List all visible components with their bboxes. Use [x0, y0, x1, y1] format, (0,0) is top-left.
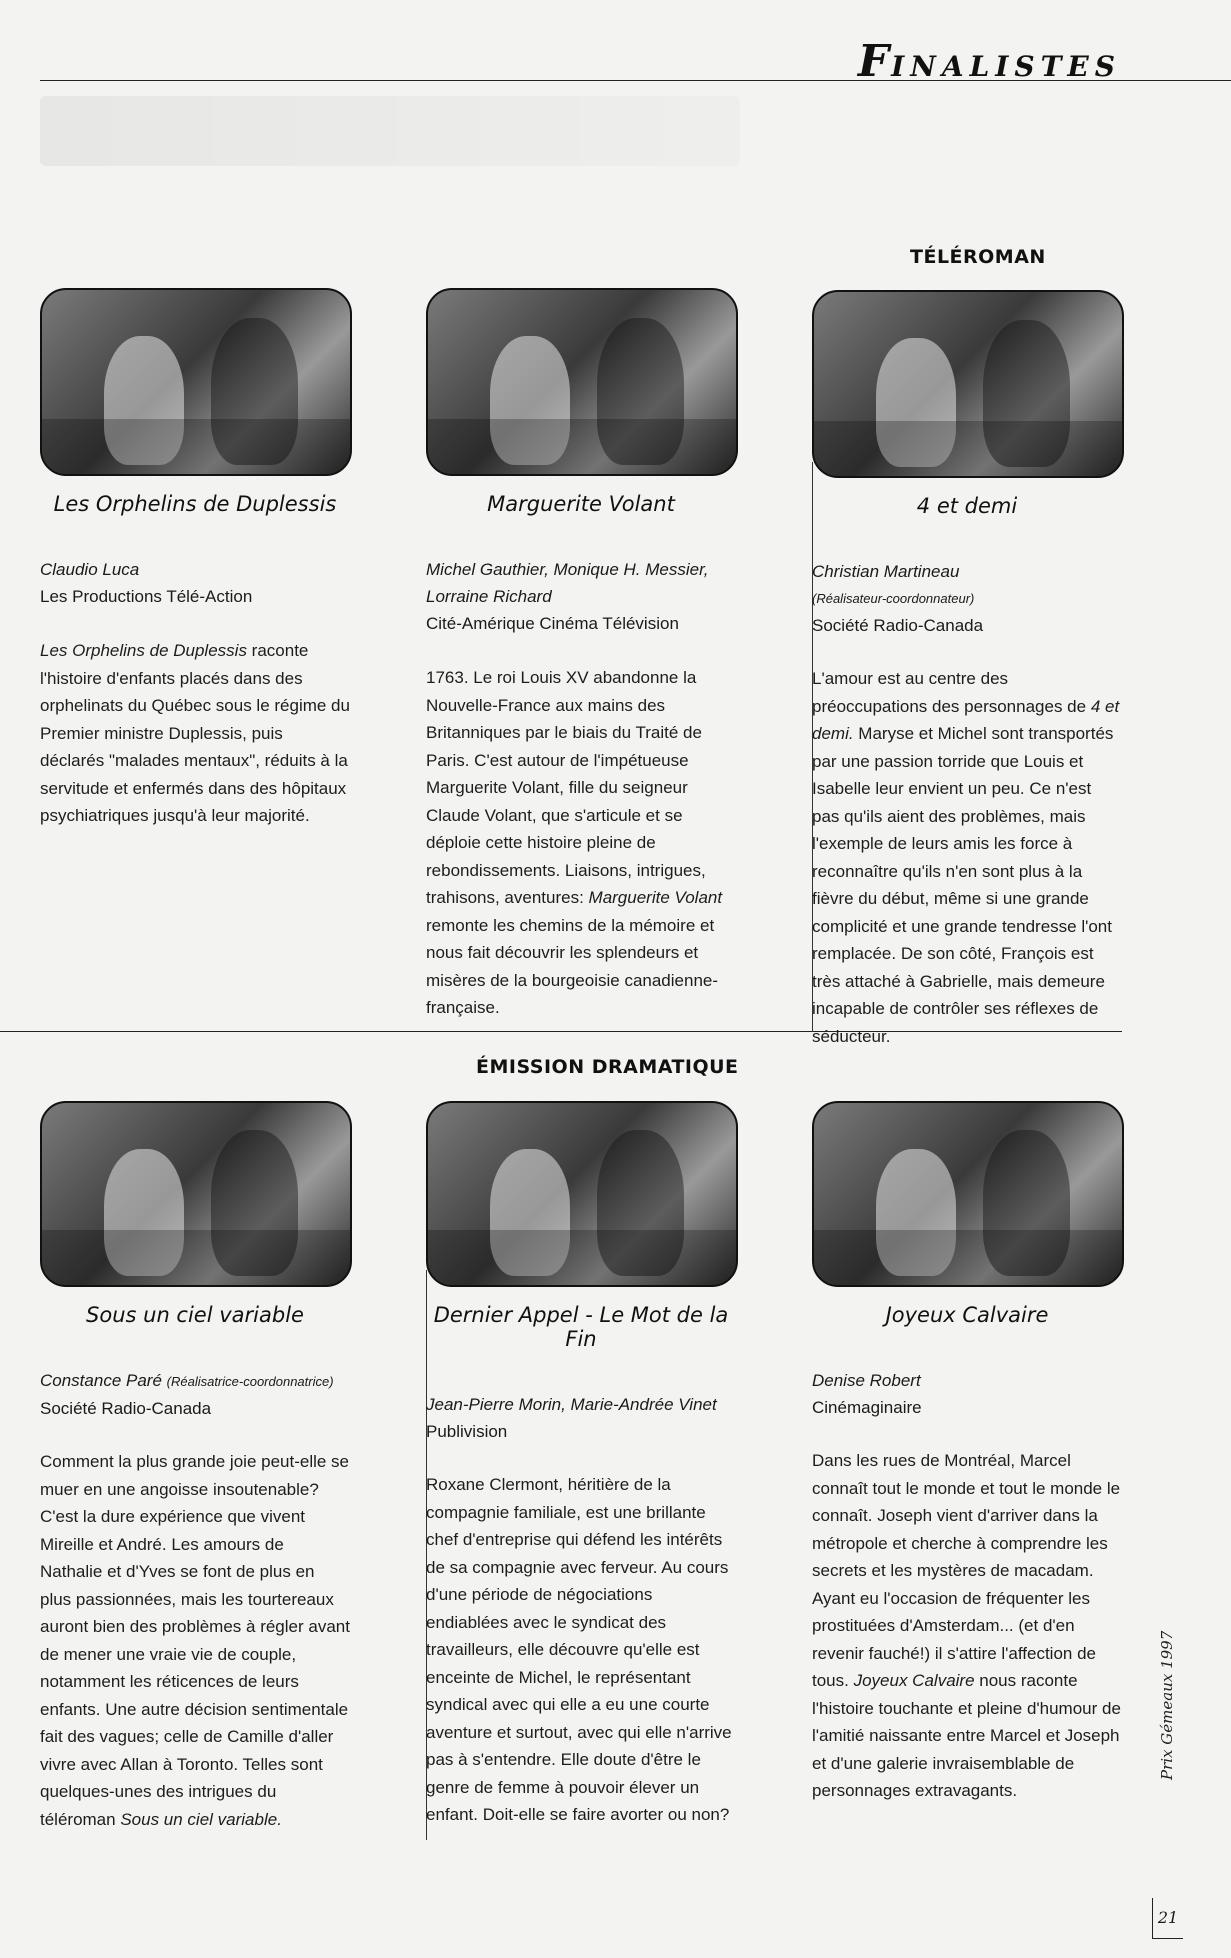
page-number: 21 [1152, 1898, 1183, 1939]
entry-person: Denise Robert [812, 1371, 921, 1390]
entry-description [426, 664, 736, 1022]
entry-desc-text: Maryse et Michel sont transportés par une passion torride que Louis et Isabelle leur envient un peu. Ce n'est pas qu'ils aient des problèmes, mais l'exemple de leurs amis les force à reconnaître qu'ils n'en sont plus à la fièvre du début, même si une grande complicité et une grande tendresse l'ont remplacée. De son côté, François est très attaché à Gabrielle, mais demeure incapable de contrôler ses réflexes de séducteur. [812, 724, 1114, 1046]
entry-credits [40, 1367, 350, 1422]
entry-title: Sous un ciel variable [86, 1303, 304, 1327]
entry-desc-pre: Dans les rues de Montréal, Marcel connaît tout le monde et tout le monde le connaît. Joseph vient d'arriver dans la métropole et cherche à comprendre les secrets et les mystères de macadam. Ayant eu l'occasion de fréquenter les prostituées d'Amsterdam... (et d'en revenir fauché!) il s'attire l'affection de tous. [812, 1451, 1121, 1690]
entry-desc-text: raconte l'histoire d'enfants placés dans des orphelinats du Québec sous le régime du Premier ministre Duplessis, puis déclarés "malades mentaux", réduits à la servitude et enfermés dans des hôpitaux psychiatriques jusqu'à leur majorité. [40, 641, 350, 825]
entry-role: (Réalisateur-coordonnateur) [812, 591, 975, 606]
page-title-initial: F [857, 36, 892, 87]
entry-desc-em: Les Orphelins de Duplessis [40, 641, 247, 660]
entry-desc-text: nous raconte l'histoire touchante et pleine d'humour de l'amitié naissante entre Marcel et Joseph et d'une galerie invraisemblable de personnages extravagants. [812, 1671, 1121, 1800]
entry-company: Société Radio-Canada [40, 1399, 212, 1418]
entry-description [812, 665, 1122, 1050]
page-title-rest: INALISTES [891, 50, 1121, 83]
entry-card [426, 288, 756, 1022]
entry-photo [40, 1101, 352, 1287]
entry-credits [426, 1391, 736, 1445]
entry-title: Marguerite Volant [487, 492, 675, 516]
entry-company: Cinémaginaire [812, 1398, 922, 1417]
entry-card [426, 1101, 756, 1829]
entry-card [40, 288, 370, 830]
entry-company: Publivision [426, 1422, 508, 1441]
entry-description [40, 1448, 350, 1833]
entry-desc-text: remonte les chemins de la mémoire et nous fait découvrir les splendeurs et misères de la bourgeoisie canadienne-française. [426, 915, 719, 1017]
entry-description [812, 1447, 1122, 1805]
header-rule [40, 80, 1231, 81]
entry-desc-em: Marguerite Volant [588, 888, 723, 907]
entry-credits [426, 556, 736, 637]
entry-photo [812, 290, 1124, 478]
entry-role: (Réalisatrice-coordonnatrice) [166, 1374, 334, 1389]
entry-person: Constance Paré [40, 1371, 162, 1390]
section-label-teleroman: TÉLÉROMAN [910, 246, 1046, 268]
entry-photo [812, 1101, 1124, 1287]
entry-desc-pre: L'amour est au centre des préoccupations des personnages de [812, 669, 1091, 716]
entry-credits [812, 1367, 1122, 1421]
side-caption: Prix Gémeaux 1997 [1158, 1630, 1176, 1780]
entry-description [40, 637, 350, 830]
entry-person: Claudio Luca [40, 560, 140, 579]
entry-photo [426, 1101, 738, 1287]
entry-company: Société Radio-Canada [812, 616, 984, 635]
header-watermark [40, 96, 740, 166]
entry-person: Christian Martineau [812, 562, 960, 581]
entry-photo [40, 288, 352, 476]
entry-description [426, 1471, 736, 1829]
entry-title: Dernier Appel - Le Mot de la Fin [433, 1303, 729, 1351]
entry-photo [426, 288, 738, 476]
entry-card [812, 290, 1142, 1050]
entry-person: Michel Gauthier, Monique H. Messier, Lorraine Richard [426, 560, 709, 606]
entry-credits [812, 558, 1122, 639]
entry-desc-pre: 1763. Le roi Louis XV abandonne la Nouvelle-France aux mains des Britanniques par le biais du Traité de Paris. C'est autour de l'impétueuse Marguerite Volant, fille du seigneur Claude Volant, que s'articule et se déploie cette histoire pleine de rebondissements. Liaisons, intrigues, trahisons, aventures: [426, 668, 706, 907]
entry-company: Cité-Amérique Cinéma Télévision [426, 614, 679, 633]
entry-desc-em: Sous un ciel variable. [120, 1809, 282, 1829]
entry-card [40, 1101, 370, 1833]
entry-card [812, 1101, 1142, 1805]
entry-desc-pre: Comment la plus grande joie peut-elle se muer en une angoisse insoutenable? C'est la dure expérience que vivent Mireille et André. Les amours de Nathalie et d'Yves se font de plus en plus passionnées, mais les tourtereaux auront bien des problèmes à régler avant de mener une vraie vie de couple, notamment les réticences de leurs enfants. Une autre décision sentimentale fait des vagues; celle de Camille d'aller vivre avec Allan à Toronto. Telles sont quelques-unes des intrigues du téléroman [40, 1452, 350, 1829]
entry-title: Les Orphelins de Duplessis [53, 492, 337, 516]
entry-desc-em: 4 et demi. [812, 696, 1120, 743]
entry-credits [40, 556, 350, 610]
entry-title: 4 et demi [916, 494, 1018, 518]
entry-company: Les Productions Télé-Action [40, 587, 253, 606]
entry-title: Joyeux Calvaire [885, 1303, 1049, 1327]
section-label-emission: ÉMISSION DRAMATIQUE [476, 1056, 739, 1078]
entry-person: Jean-Pierre Morin, Marie-Andrée Vinet [426, 1395, 717, 1414]
entry-desc-pre: Roxane Clermont, héritière de la compagnie familiale, est une brillante chef d'entreprise qui défend les intérêts de sa compagnie avec ferveur. Au cours d'une période de négociations endiablées avec le syndicat des travailleurs, elle découvre qu'elle est enceinte de Michel, le représentant syndical avec qui elle a eu une courte aventure et surtout, avec qui elle n'arrive pas à s'entendre. Elle doute d'être le genre de femme à pouvoir élever un enfant. Doit-elle se faire avorter ou non? [426, 1475, 732, 1824]
entry-desc-em: Joyeux Calvaire [853, 1671, 975, 1690]
